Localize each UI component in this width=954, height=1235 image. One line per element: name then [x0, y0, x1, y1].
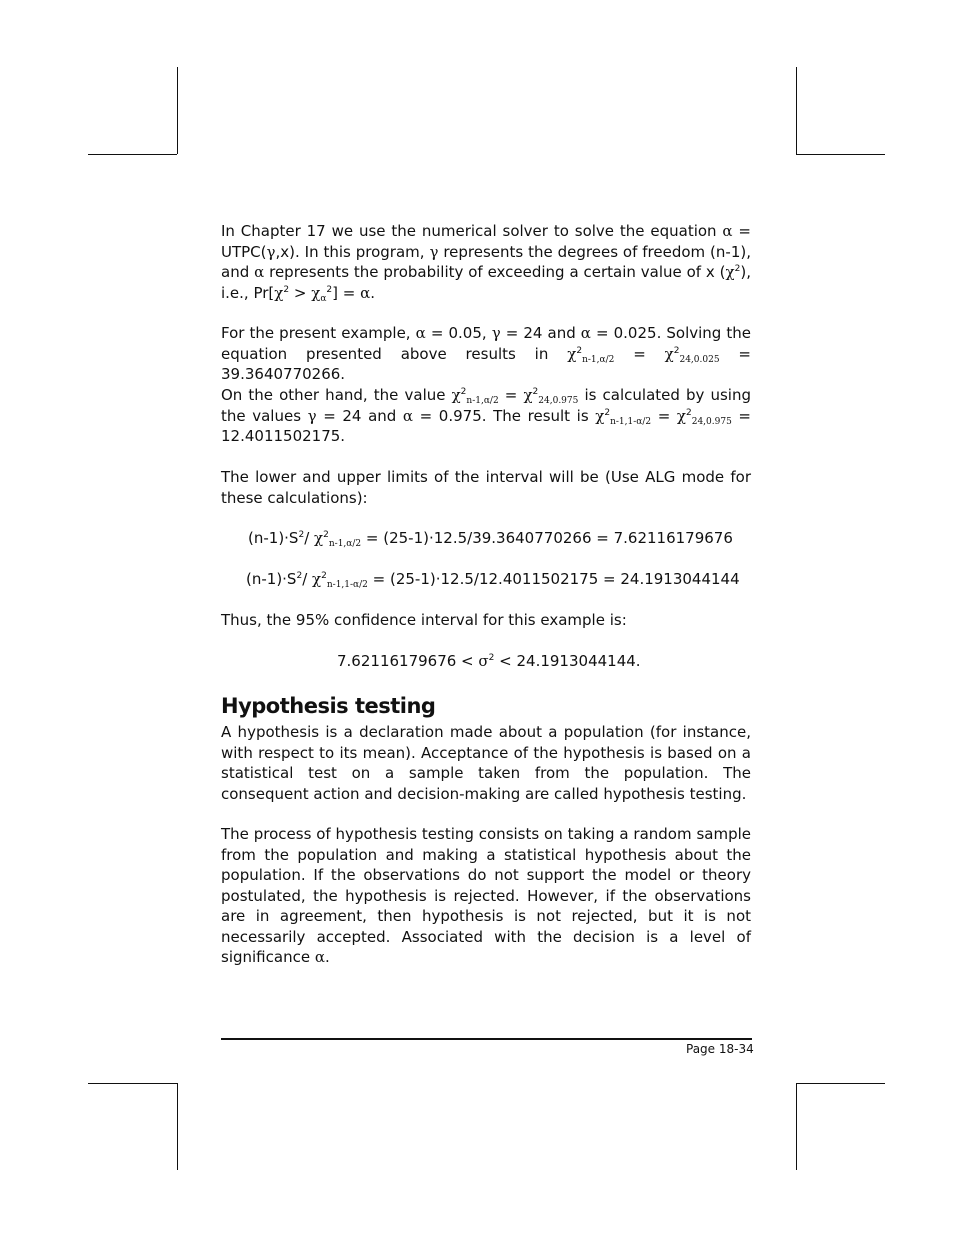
paragraph-confidence-interval-intro: Thus, the 95% confidence interval for this example is:	[221, 611, 627, 629]
subscript: n-1,α/2	[328, 539, 362, 549]
gamma-symbol: γ	[307, 406, 317, 425]
text: (n-1)·S	[246, 570, 297, 588]
chi-symbol: χ	[523, 386, 533, 404]
subscript: n-1,1-α/2	[610, 416, 652, 427]
chi-symbol: χ	[311, 283, 321, 302]
text: 7.62116179676 <	[337, 652, 479, 670]
chi-symbol: χ	[567, 344, 577, 363]
paragraph-hypothesis-definition: A hypothesis is a declaration made about a population (for instance, with respect to its mean). Acceptance of the hypothesis is based on a statistical test on a sample taken from the population. The consequent action and decision-making are called hypothesis testing.	[221, 723, 751, 803]
text: ,x). In this program,	[275, 242, 430, 261]
superscript: 2	[673, 345, 680, 356]
section-heading: Hypothesis testing	[221, 694, 436, 718]
equation-lower-limit	[248, 528, 733, 548]
superscript: 2	[604, 407, 611, 418]
superscript: 2	[296, 571, 303, 581]
text: = 12.4011502175.	[221, 406, 751, 445]
chi-symbol: χ	[312, 570, 322, 588]
footer-rule	[221, 1038, 752, 1040]
chi-symbol: χ	[314, 529, 324, 547]
crop-mark-bottom-right-vertical	[796, 1083, 797, 1170]
superscript: 2	[326, 284, 333, 295]
sigma-symbol: σ	[478, 652, 489, 670]
subscript: 24,0.975	[691, 416, 732, 427]
superscript: 2	[576, 345, 583, 356]
gamma-symbol: γ	[266, 242, 276, 261]
text: On the other hand, the value	[221, 386, 452, 404]
crop-mark-bottom-left-vertical	[177, 1083, 178, 1170]
crop-mark-top-left-horizontal	[88, 154, 177, 155]
subscript: α	[320, 293, 327, 304]
alpha-symbol: α	[360, 283, 371, 302]
text: = 0.025. Solving the equation presented above results in	[221, 324, 752, 363]
text: .	[324, 948, 330, 966]
subscript: n-1,1-α/2	[326, 580, 368, 590]
crop-mark-top-left-vertical	[177, 67, 178, 154]
superscript: 2	[323, 530, 329, 540]
text: =	[498, 386, 524, 404]
paragraph-hypothesis-process	[221, 824, 751, 968]
superscript: 2	[321, 571, 327, 581]
text: = 39.3640770266.	[221, 344, 751, 383]
superscript: 2	[488, 653, 495, 663]
alpha-symbol: α	[580, 324, 591, 342]
alpha-symbol: α	[254, 263, 265, 281]
text: = 24 and	[500, 324, 581, 342]
subscript: 24,0.025	[679, 354, 720, 365]
text: ] =	[332, 283, 361, 302]
crop-mark-top-right-horizontal	[796, 154, 885, 155]
superscript: 2	[283, 284, 290, 295]
subscript: 24,0.975	[538, 396, 579, 406]
text: is calculated by using the values	[221, 386, 752, 425]
paragraph-present-example	[221, 323, 751, 385]
text: (n-1)·S	[248, 529, 299, 547]
text: /	[304, 529, 315, 547]
text: ), i.e., Pr[	[221, 263, 751, 302]
equation-confidence-interval	[337, 651, 641, 671]
alpha-symbol: α	[722, 222, 733, 240]
gamma-symbol: γ	[491, 324, 501, 342]
alpha-symbol: α	[402, 406, 414, 425]
gamma-symbol: γ	[429, 242, 439, 261]
text: represents the probability of exceeding a certain value of x (	[264, 263, 726, 281]
text: The process of hypothesis testing consists on taking a random sample from the population and making a statistical hypothesis about the population. If the observations do not support the model or theory postulated, the hypothesis is rejected. However, if the observations are in agreement, then hypothesis is not rejected, but it is not necessarily accepted. Associated with the decision is a level of significance	[221, 825, 751, 966]
superscript: 2	[460, 387, 467, 397]
text: >	[289, 283, 312, 302]
text: = (25-1)·12.5/12.4011502175 = 24.1913044144	[367, 570, 740, 588]
text: represents the degrees of freedom (n-1), and	[221, 242, 751, 281]
subscript: n-1,α/2	[466, 396, 499, 406]
alpha-symbol: α	[415, 324, 426, 342]
superscript: 2	[686, 407, 692, 418]
text: < 24.1913044144.	[494, 652, 641, 670]
text: = 24 and	[316, 406, 403, 425]
chi-symbol: χ	[725, 263, 735, 281]
text: = (25-1)·12.5/39.3640770266 = 7.62116179676	[361, 529, 733, 547]
superscript: 2	[298, 530, 305, 540]
text: /	[302, 570, 313, 588]
equation-upper-limit	[246, 569, 740, 589]
crop-mark-bottom-right-horizontal	[796, 1083, 885, 1084]
text: = UTPC(	[221, 222, 751, 261]
superscript: 2	[532, 387, 539, 397]
superscript: 2	[734, 264, 741, 274]
text: =	[651, 406, 677, 425]
text: =	[614, 344, 665, 363]
page-number: Page 18-34	[686, 1042, 754, 1056]
paragraph-other-hand	[221, 385, 751, 447]
paragraph-utpc-solver	[221, 221, 751, 303]
chi-symbol: χ	[451, 386, 461, 404]
chi-symbol: χ	[676, 406, 686, 425]
chi-symbol: χ	[274, 283, 284, 302]
chi-symbol: χ	[595, 406, 605, 425]
paragraph-interval-limits: The lower and upper limits of the interval will be (Use ALG mode for these calculations):	[221, 468, 751, 507]
chi-symbol: χ	[664, 344, 674, 363]
subscript: n-1,α/2	[582, 354, 615, 365]
text: For the present example,	[221, 324, 416, 342]
text: .	[370, 283, 376, 302]
text: = 0.05,	[425, 324, 492, 342]
text: In Chapter 17 we use the numerical solver to solve the equation	[221, 222, 723, 240]
crop-mark-bottom-left-horizontal	[88, 1083, 177, 1084]
text: = 0.975. The result is	[413, 406, 596, 425]
crop-mark-top-right-vertical	[796, 67, 797, 154]
alpha-symbol: α	[314, 948, 325, 966]
